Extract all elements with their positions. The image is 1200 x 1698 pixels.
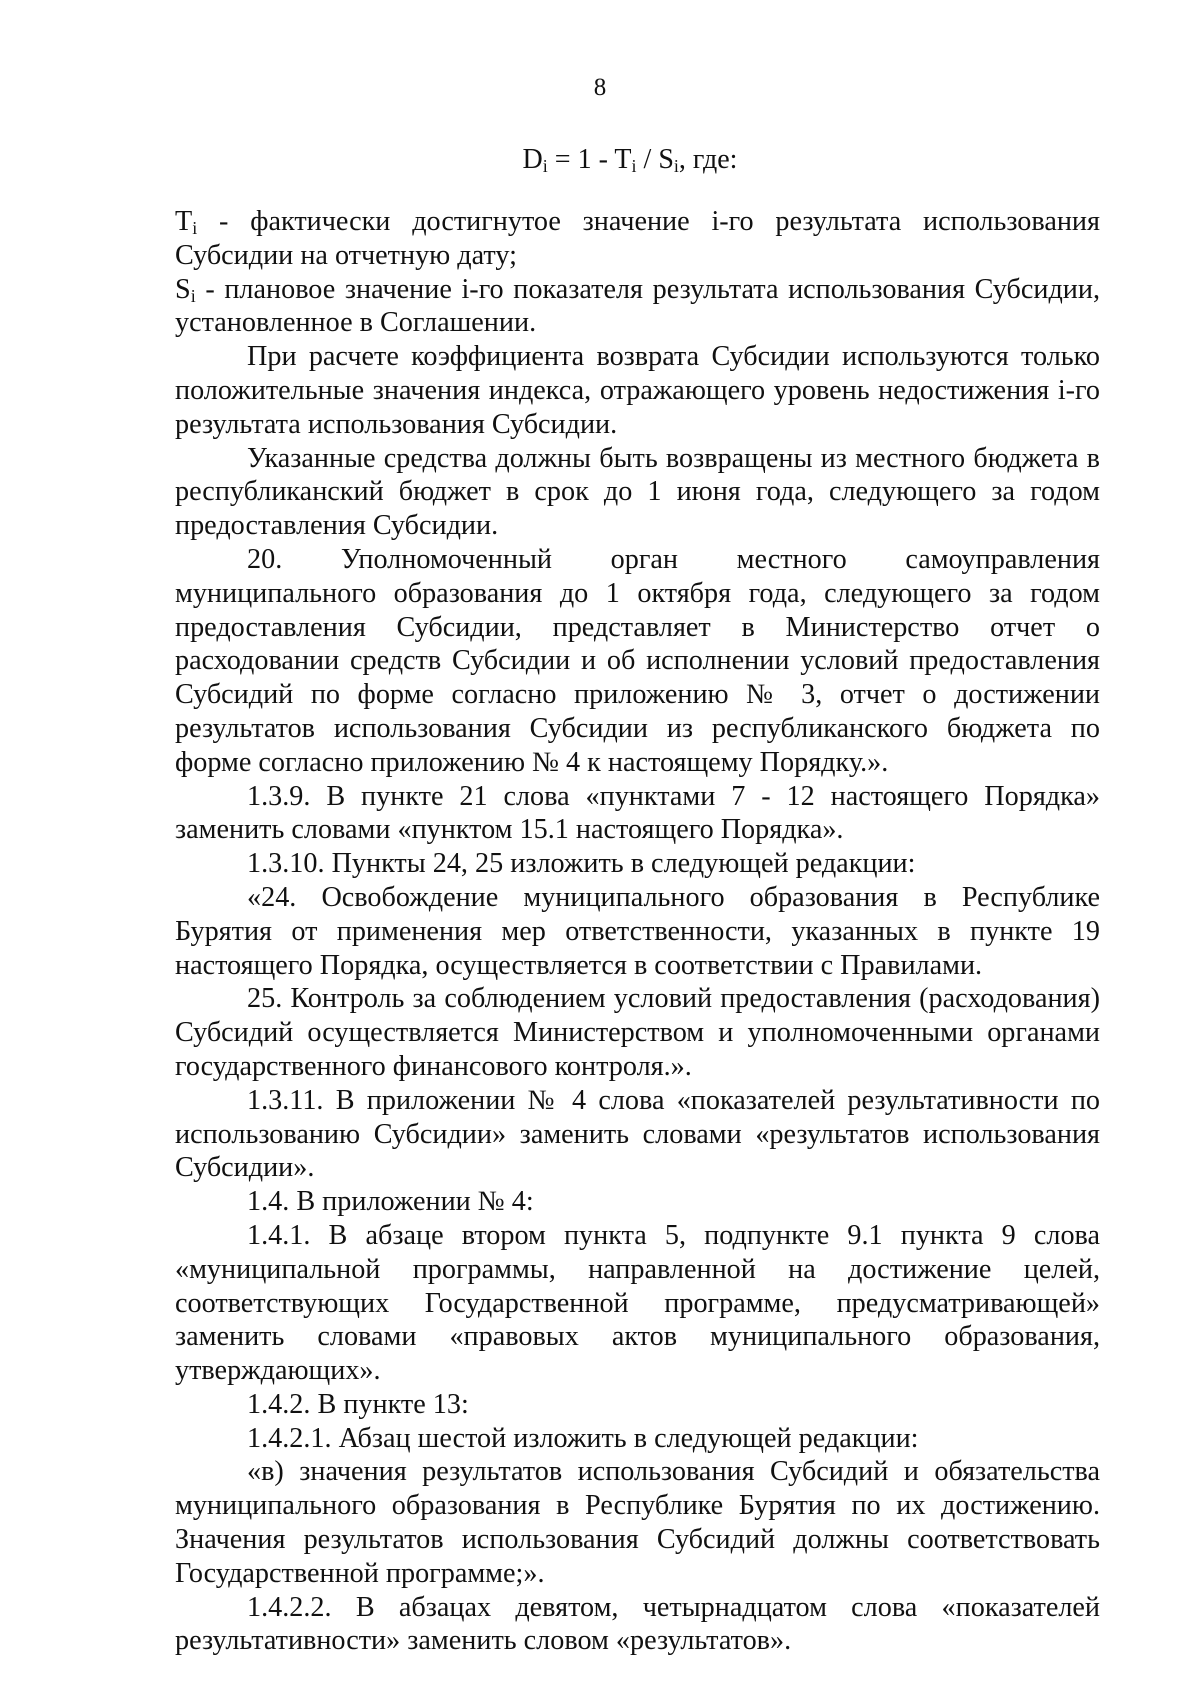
formula-s-subscript: i [673,156,679,176]
definition-symbol: T [175,206,193,237]
paragraph: 1.3.11. В приложении № 4 слова «показателей результативности по использованию Субсидии» заменить словами «результатов использования Субсидии». [175,1084,1100,1184]
paragraph: «в) значения результатов использования Субсидий и обязательства муниципального образования в Республике Бурятия по их достижению. Значения результатов использования Субсидий должны соответствовать Государственной программе;». [175,1456,1100,1589]
paragraph: 1.4.2. В пункте 13: [247,1388,469,1420]
formula-s: S [658,144,674,175]
formula-tail: , где: [678,144,738,175]
formula-t: T [614,144,632,175]
paragraph: При расчете коэффициента возврата Субсидии используются только положительные значения индекса, отражающего уровень недостижения i-го результата использования Субсидии. [175,341,1100,440]
formula-lhs: D [522,144,543,175]
formula-operator: = 1 - [547,144,615,175]
definition-s [175,273,1100,341]
paragraph: 1.4.2.1. Абзац шестой изложить в следующей редакции: [247,1422,919,1454]
formula-lhs-subscript: i [542,156,548,176]
paragraph: 1.3.9. В пункте 21 слова «пунктами 7 - 12 настоящего Порядка» заменить словами «пунктом 15.1 настоящего Порядка». [175,780,1100,846]
paragraph: Указанные средства должны быть возвращены из местного бюджета в республиканский бюджет в срок до 1 июня года, следующего за годом предоставления Субсидии. [175,442,1100,542]
formula-division: / [636,144,659,175]
paragraph: «24. Освобождение муниципального образования в Республике Бурятия от применения мер ответственности, указанных в пункте 19 настоящего Порядка, осуществляется в соответствии с Правилами. [175,881,1100,981]
definition-subscript: i [192,218,198,238]
document-body [175,205,1100,1658]
definition-text: - плановое значение i-го показателя результата использования Субсидии, установленное в Соглашении. [175,273,1100,339]
definition-text: - фактически достигнутое значение i-го результата использования Субсидии на отчетную дату; [175,206,1100,271]
paragraph: 1.4.2.2. В абзацах девятом, четырнадцатом слова «показателей результативности» заменить словом «результатов». [175,1591,1100,1657]
paragraph: 1.3.10. Пункты 24, 25 изложить в следующей редакции: [247,848,916,880]
definition-subscript: i [190,285,196,306]
definition-symbol: S [175,273,191,305]
paragraph: 1.4.1. В абзаце втором пункта 5, подпункте 9.1 пункта 9 слова «муниципальной программы, направленной на достижение целей, соответствующих Государственной программе, предусматривающей» заменить словами «правовых актов муниципального образования, утверждающих». [175,1219,1100,1387]
formula-t-subscript: i [631,156,637,176]
paragraph: 25. Контроль за соблюдением условий предоставления (расходования) Субсидий осуществляется Министерством и уполномоченными органами государственного финансового контроля.». [175,983,1100,1082]
page-number: 8 [593,74,607,101]
paragraph: 1.4. В приложении № 4: [247,1186,534,1218]
definition-t [175,205,1100,273]
formula [0,143,1200,177]
paragraph: 20. Уполномоченный орган местного самоуправления муниципального образования до 1 октября года, следующего за годом предоставления Субсидии, представляет в Министерство отчет о расходовании средств Субсидии и об исполнении условий предоставления Субсидий по форме согласно приложению № 3, отчет о достижении результатов использования Субсидии из республиканского бюджета по форме согласно приложению № 4 к настоящему Порядку.». [175,543,1100,778]
